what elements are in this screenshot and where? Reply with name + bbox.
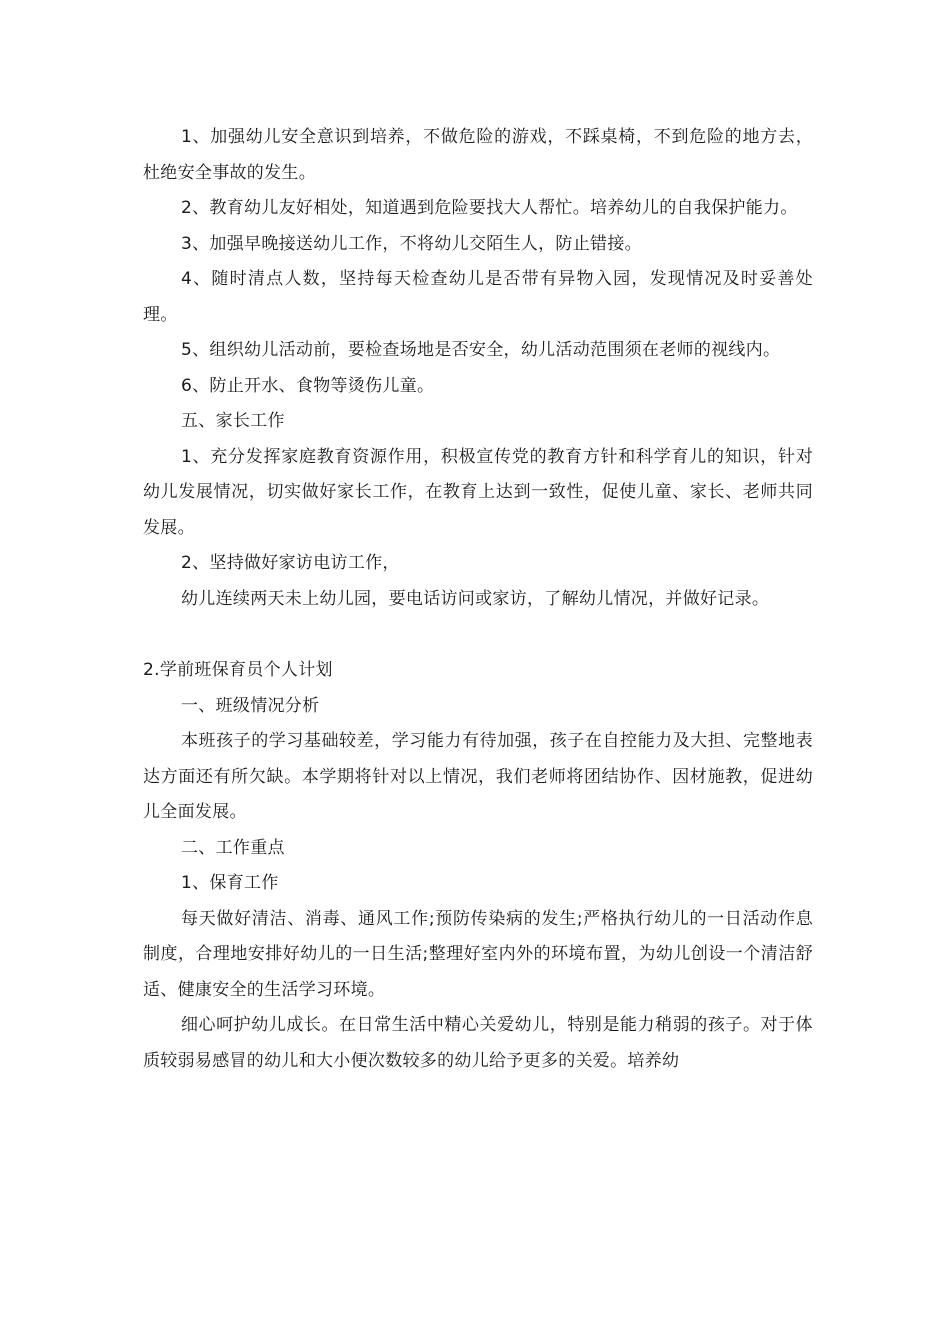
- paragraph-safety-4: 4、随时清点人数，坚持每天检查幼儿是否带有异物入园，发现情况及时妥善处理。: [143, 269, 813, 325]
- heading-parent-work: 五、家长工作: [181, 411, 285, 431]
- section-gap: [143, 617, 813, 653]
- heading-care-work: 1、保育工作: [181, 873, 279, 893]
- paragraph-safety-2: 2、教育幼儿友好相处，知道遇到危险要找大人帮忙。培养幼儿的自我保护能力。: [181, 198, 798, 218]
- document-body: [143, 120, 813, 1079]
- paragraph-care-growth: 细心呵护幼儿成长。在日常生活中精心关爱幼儿，特别是能力稍弱的孩子。对于体质较弱易感冒的幼儿和大小便次数较多的幼儿给予更多的关爱。培养幼: [143, 1015, 813, 1071]
- paragraph-safety-6: 6、防止开水、食物等烫伤儿童。: [181, 375, 435, 396]
- section-title: 2.学前班保育员个人计划: [143, 660, 333, 680]
- paragraph-parent-1: 1、充分发挥家庭教育资源作用，积极宣传党的教育方针和科学育儿的知识，针对幼儿发展情况，切实做好家长工作，在教育上达到一致性，促使儿童、家长、老师共同发展。: [143, 446, 813, 538]
- paragraph-parent-3: 幼儿连续两天未上幼儿园，要电话访问或家访，了解幼儿情况，并做好记录。: [181, 588, 770, 609]
- heading-class-analysis: 一、班级情况分析: [181, 695, 320, 716]
- heading-work-focus: 二、工作重点: [181, 837, 285, 858]
- paragraph-safety-1: 1、加强幼儿安全意识到培养，不做危险的游戏，不踩桌椅，不到危险的地方去，杜绝安全事故的发生。: [143, 127, 813, 183]
- paragraph-safety-3: 3、加强早晚接送幼儿工作，不将幼儿交陌生人，防止错接。: [181, 233, 642, 254]
- paragraph-parent-2: 2、坚持做好家访电访工作，: [181, 553, 400, 573]
- paragraph-safety-5: 5、组织幼儿活动前，要检查场地是否安全，幼儿活动范围须在老师的视线内。: [181, 340, 781, 360]
- paragraph-care-daily: 每天做好清洁、消毒、通风工作;预防传染病的发生;严格执行幼儿的一日活动作息制度，合理地安排好幼儿的一日生活;整理好室内外的环境布置，为幼儿创设一个清洁舒适、健康安全的生活学习环境。: [143, 908, 813, 1000]
- paragraph-class-analysis: 本班孩子的学习基础较差，学习能力有待加强，孩子在自控能力及大担、完整地表达方面还有所欠缺。本学期将针对以上情况，我们老师将团结协作、因材施教，促进幼儿全面发展。: [143, 731, 813, 822]
